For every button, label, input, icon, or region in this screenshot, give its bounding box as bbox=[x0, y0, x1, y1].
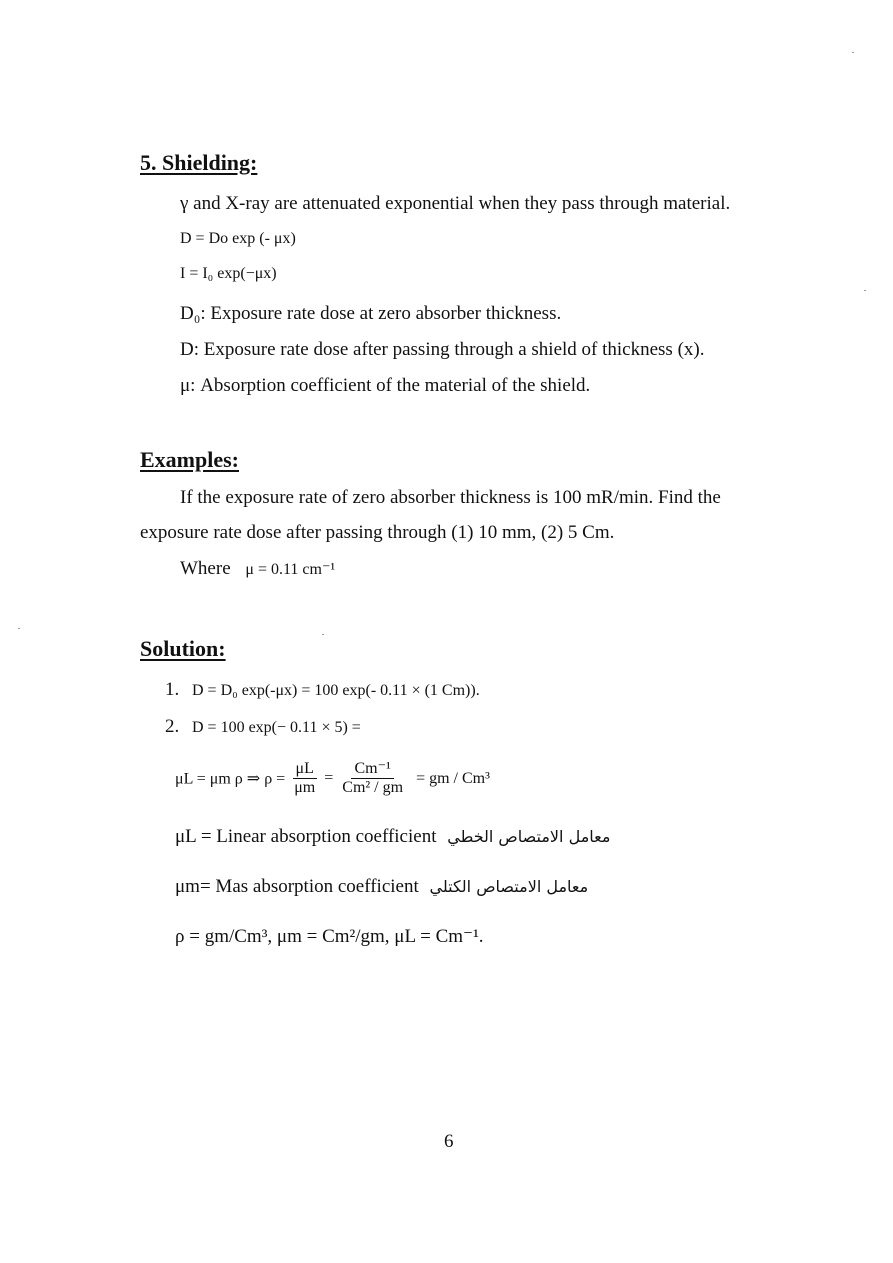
scan-speck bbox=[864, 290, 866, 291]
page-number: 6 bbox=[444, 1131, 454, 1152]
mu-l-arabic: معامل الامتصاص الخطي bbox=[447, 827, 611, 846]
section-intro: γ and X-ray are attenuated exponential when they pass through material. bbox=[180, 193, 731, 214]
section-heading: 5. Shielding: bbox=[140, 150, 258, 175]
fraction-numerator: μL bbox=[293, 760, 317, 779]
equation-intensity: I = I₀ exp(−μx) bbox=[180, 265, 277, 282]
scan-speck bbox=[852, 52, 854, 53]
where-label: Where bbox=[180, 558, 231, 579]
scan-speck bbox=[18, 628, 20, 629]
solution-step-2 bbox=[165, 716, 361, 738]
step-equation: D = D₀ exp(-μx) = 100 exp(- 0.11 × (1 Cm)). bbox=[192, 682, 480, 699]
fraction-units bbox=[339, 760, 406, 797]
fraction-denominator: μm bbox=[294, 779, 316, 796]
example-line-1: If the exposure rate of zero absorber thickness is 100 mR/min. Find the bbox=[180, 487, 721, 508]
solution-step-1 bbox=[165, 679, 480, 701]
units-line: ρ = gm/Cm³, μm = Cm²/gm, μL = Cm⁻¹. bbox=[175, 926, 484, 947]
fraction-numerator: Cm⁻¹ bbox=[351, 760, 393, 779]
definition-d: D: Exposure rate dose after passing through a shield of thickness (x). bbox=[180, 339, 705, 360]
fraction-mu bbox=[291, 760, 318, 797]
relation-right: = gm / Cm³ bbox=[416, 769, 490, 787]
mu-m-definition bbox=[175, 876, 588, 898]
mu-l-definition bbox=[175, 826, 610, 848]
step-number: 1. bbox=[165, 679, 180, 700]
examples-heading: Examples: bbox=[140, 447, 239, 472]
definition-mu: μ: Absorption coefficient of the material of the shield. bbox=[180, 375, 591, 396]
example-where bbox=[180, 558, 335, 580]
definition-do: D₀: Exposure rate dose at zero absorber thickness. bbox=[180, 303, 562, 324]
relation-left: μL = μm ρ ⇒ ρ = bbox=[175, 770, 286, 788]
step-equation: D = 100 exp(− 0.11 × 5) = bbox=[192, 719, 361, 736]
solution-heading: Solution: bbox=[140, 636, 226, 661]
mu-m-text: μm= Mas absorption coefficient bbox=[175, 876, 419, 897]
equation-dose: D = Do exp (- μx) bbox=[180, 230, 296, 247]
relation-equals: = bbox=[324, 769, 334, 787]
scan-speck bbox=[322, 634, 324, 635]
mu-l-text: μL = Linear absorption coefficient bbox=[175, 826, 437, 847]
example-line-2: exposure rate dose after passing through (1) 10 mm, (2) 5 Cm. bbox=[140, 522, 615, 543]
relation-equation bbox=[175, 760, 490, 797]
step-number: 2. bbox=[165, 716, 180, 737]
fraction-denominator: Cm² / gm bbox=[342, 779, 404, 796]
where-equation: μ = 0.11 cm⁻¹ bbox=[245, 561, 336, 578]
mu-m-arabic: معامل الامتصاص الكتلي bbox=[429, 877, 589, 896]
